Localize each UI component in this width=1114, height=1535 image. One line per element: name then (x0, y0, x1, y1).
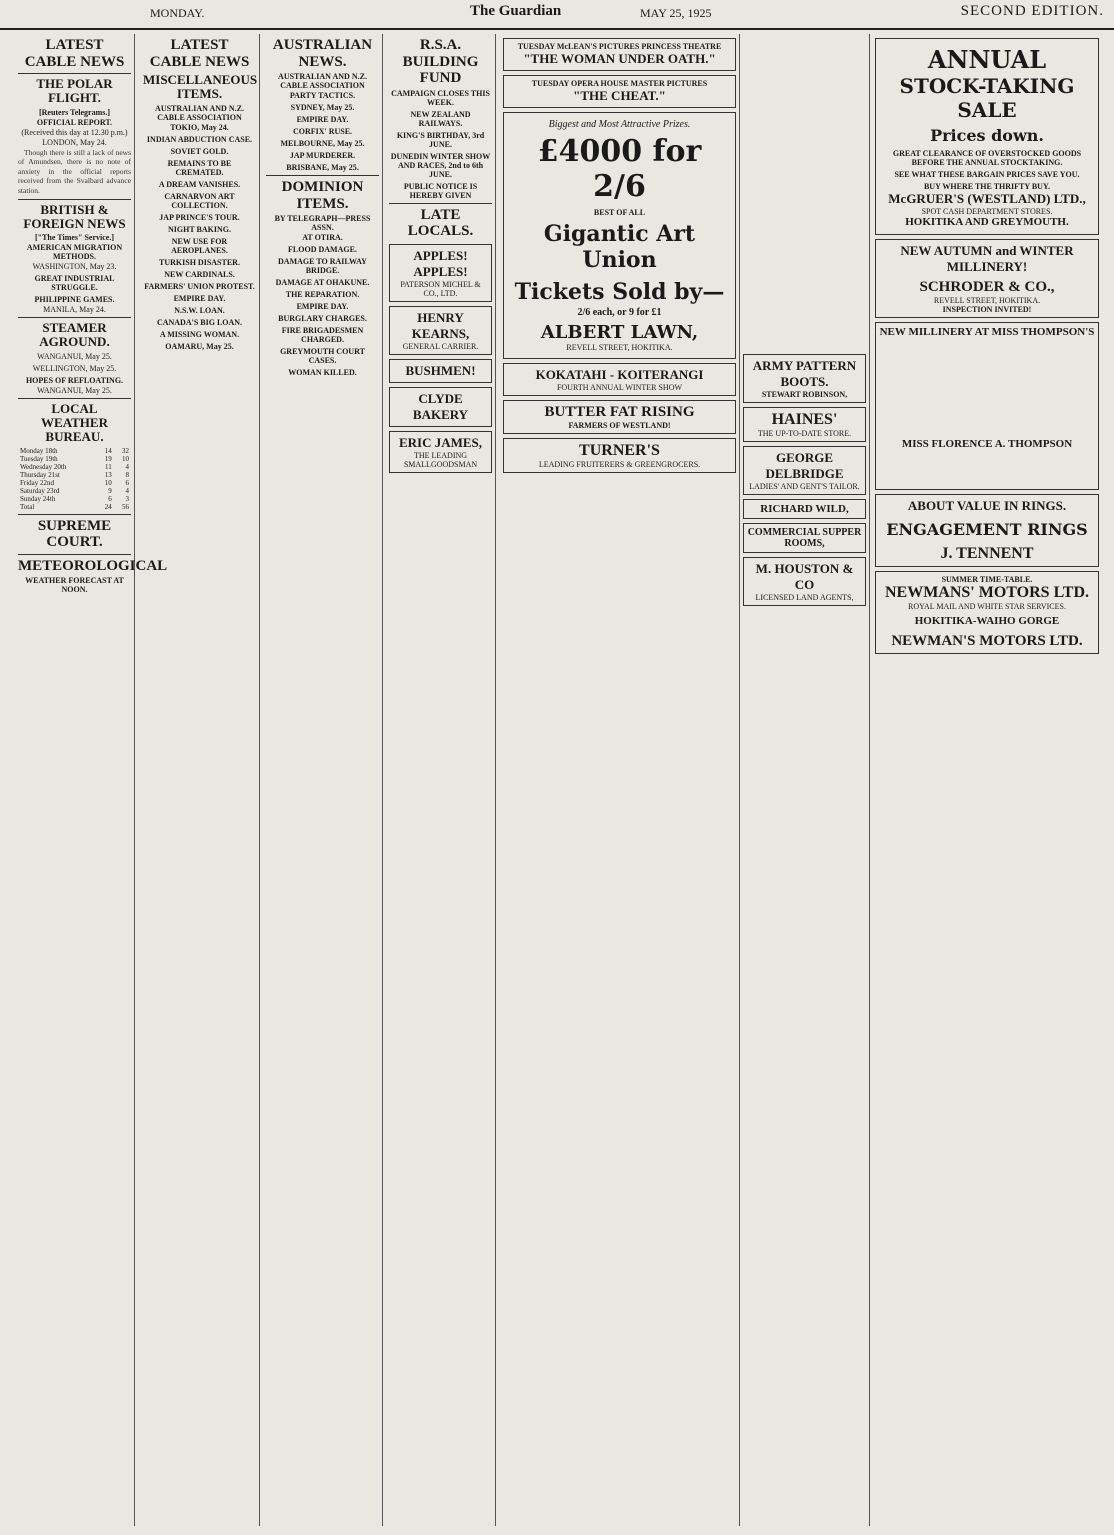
timetable-footer: NEWMAN'S MOTORS LTD. (891, 633, 1083, 649)
ad-title: ARMY PATTERN BOOTS. (752, 358, 857, 389)
column-5 (500, 34, 740, 1526)
item-title: CORFIX' RUSE. (292, 127, 353, 136)
column-2 (140, 34, 260, 1526)
divider (18, 398, 131, 399)
store-towns: HOKITIKA AND GREYMOUTH. (905, 216, 1069, 228)
table-cell: 11 (105, 462, 112, 471)
ad-title: ERIC JAMES, (398, 434, 483, 450)
table-cell: 4 (125, 462, 129, 471)
sale-annual: ANNUAL (927, 45, 1047, 74)
item-title: FLOOD DAMAGE. (288, 245, 357, 254)
item-line: WANGANUI, May 25. (37, 351, 112, 361)
table-cell: 32 (122, 446, 129, 455)
ad-title: GEORGE DELBRIDGE (765, 450, 844, 481)
sale-ad (875, 38, 1099, 235)
credit-line: ["The Times" Service.] (34, 233, 115, 243)
item-title: THE REPARATION. (285, 290, 360, 299)
item-title: BURGLARY CHARGES. (278, 314, 367, 323)
item-title: WOMAN KILLED. (288, 368, 357, 377)
item-title: AT OTIRA. (302, 233, 343, 242)
ad-company: SCHRODER & CO., (919, 279, 1055, 295)
item-title: EMPIRE DAY. (296, 115, 349, 124)
table-cell: 14 (104, 446, 112, 455)
ad-inspect: INSPECTION INVITED! (942, 305, 1032, 314)
butter-ad (503, 400, 736, 434)
rings-image-text: ENGAGEMENT RINGS (886, 520, 1088, 539)
item-title: NEW CARDINALS. (164, 269, 235, 279)
ad-title: BUTTER FAT RISING (544, 404, 695, 420)
item-line: WASHINGTON, May 23. (32, 262, 117, 272)
item-line: WELLINGTON, May 25. (32, 363, 117, 373)
table-cell: Tuesday 19th (20, 454, 58, 463)
column-7 (872, 34, 1102, 1526)
cinema-ad (503, 75, 736, 108)
item-title: PUBLIC NOTICE IS HEREBY GIVEN (403, 181, 478, 200)
column-4 (386, 34, 496, 1526)
table-row (18, 455, 131, 463)
seller-address: REVELL STREET, HOKITIKA. (566, 343, 673, 352)
ad-subtitle: LEADING FRUITERERS & GREENGROCERS. (538, 460, 701, 469)
table-cell: 6 (125, 478, 129, 487)
ad-company: J. TENNENT (940, 545, 1034, 562)
sale-see: SEE WHAT THESE BARGAIN PRICES SAVE YOU. (894, 170, 1080, 179)
turner-ad (503, 438, 736, 473)
masthead-paper-title: The Guardian (470, 3, 562, 19)
ad-subtitle: THE LEADING SMALLGOODSMAN (403, 450, 478, 469)
sale-buy: BUY WHERE THE THRIFTY BUY. (923, 182, 1051, 191)
section-heading: LATE LOCALS. (407, 206, 474, 239)
table-cell: 19 (104, 454, 112, 463)
credit-line: AUSTRALIAN AND N.Z. CABLE ASSOCIATION (155, 103, 244, 122)
item-line: LONDON, May 24. (42, 137, 107, 147)
ad-title: NEW MILLINERY AT MISS THOMPSON'S (879, 326, 1095, 338)
advertisement (389, 359, 492, 383)
item-title: OFFICIAL REPORT. (36, 117, 113, 127)
item-title: KING'S BIRTHDAY, 3rd JUNE. (396, 130, 485, 149)
millinery-ad (875, 239, 1099, 318)
masthead-date: MAY 25, 1925 (640, 6, 712, 20)
table-cell: Sunday 24th (20, 494, 56, 503)
table-cell: 3 (125, 494, 129, 503)
ad-title: NEW AUTUMN and WINTER MILLINERY! (900, 243, 1074, 274)
column-6 (740, 34, 870, 1526)
advertisement (389, 306, 492, 355)
table-cell: 56 (122, 502, 129, 511)
table-cell: Thursday 21st (20, 470, 60, 479)
film-title: "THE WOMAN UNDER OATH." (523, 51, 716, 66)
divider (18, 554, 131, 555)
ad-subtitle: LICENSED LAND AGENTS, (755, 593, 854, 602)
table-cell: Wednesday 20th (20, 462, 67, 471)
item-title: JAP MURDERER. (289, 151, 356, 160)
timetable-route: HOKITIKA-WAIHO GORGE (914, 615, 1060, 627)
advertisement (389, 387, 492, 427)
ad-title: M. HOUSTON & CO (755, 561, 854, 592)
table-row (18, 447, 131, 455)
divider (18, 199, 131, 200)
item-line: (Received this day at 12.30 p.m.) (21, 127, 128, 137)
item-title: FIRE BRIGADESMEN CHARGED. (281, 326, 364, 344)
divider (18, 73, 131, 74)
ad-subtitle: THE UP-TO-DATE STORE. (757, 429, 852, 438)
news-item-list (266, 233, 379, 377)
section-heading: BRITISH & FOREIGN NEWS (23, 201, 126, 231)
subheading: MISCELLANEOUS ITEMS. (143, 72, 258, 102)
table-row (18, 487, 131, 495)
item-title: DAMAGE TO RAILWAY BRIDGE. (278, 257, 367, 275)
ad-header: TUESDAY OPERA HOUSE MASTER PICTURES (531, 79, 708, 88)
credit-line: AUSTRALIAN AND N.Z. CABLE ASSOCIATION (278, 72, 367, 90)
art-union-ad (503, 112, 736, 359)
masthead (0, 0, 1114, 30)
table-row (18, 479, 131, 487)
advertisement (389, 244, 492, 302)
item-line: WANGANUI, May 25. (37, 385, 112, 395)
table-cell: 9 (108, 486, 112, 495)
table-cell: 8 (125, 470, 129, 479)
timetable-ad (875, 571, 1099, 654)
ad-title: COMMERCIAL SUPPER ROOMS, (747, 527, 862, 549)
section-heading: LATEST CABLE NEWS (149, 37, 250, 70)
seller-name: ALBERT LAWN, (540, 322, 699, 343)
subheading: WEATHER FORECAST AT NOON. (25, 576, 124, 595)
table-cell: 10 (122, 454, 129, 463)
item-title: EMPIRE DAY. (173, 293, 226, 303)
masthead-edition: SECOND EDITION. (960, 3, 1104, 19)
item-title: SYDNEY, May 25. (290, 103, 355, 112)
ticket-price: 2/6 each, or 9 for £1 (577, 307, 662, 318)
boots-ad (743, 354, 866, 403)
timetable-title: SUMMER TIME-TABLE. (941, 575, 1033, 584)
supper-rooms-ad (743, 523, 866, 553)
column-1 (15, 34, 168, 1526)
table-cell: Monday 18th (20, 446, 58, 455)
table-row (18, 463, 131, 471)
tailor-ad (743, 446, 866, 495)
sale-title: STOCK-TAKING SALE (899, 74, 1075, 122)
divider (389, 203, 492, 204)
section-heading: LATEST CABLE NEWS (24, 37, 125, 70)
table-cell: 6 (108, 494, 112, 503)
divider (18, 317, 131, 318)
item-title: NEW ZEALAND RAILWAYS. (410, 109, 471, 128)
section-heading: METEOROLOGICAL (18, 557, 168, 574)
ad-best: BEST OF ALL (593, 208, 646, 217)
ad-subtitle: FARMERS OF WESTLAND! (568, 421, 671, 430)
art-union-title: Gigantic Art Union (543, 221, 696, 273)
news-item-list (266, 91, 379, 172)
ad-subtitle: STEWART ROBINSON, (761, 390, 848, 399)
item-title: A DREAM VANISHES. (158, 179, 241, 189)
advertisement (389, 431, 492, 473)
land-agent-ad (743, 557, 866, 606)
store-name: McGRUER'S (WESTLAND) LTD., (888, 191, 1086, 206)
tickets-heading: Tickets Sold by— (514, 279, 725, 305)
item-title: A MISSING WOMAN. (159, 329, 240, 339)
item-title: MELBOURNE, May 25. (280, 139, 365, 148)
table-cell: 13 (104, 470, 112, 479)
column-3 (263, 34, 383, 1526)
ad-header: Biggest and Most Attractive Prizes. (548, 119, 691, 130)
film-title: "THE CHEAT." (573, 88, 666, 103)
section-heading: STEAMER AGROUND. (39, 320, 110, 350)
credit-line: [Reuters Telegrams.] (38, 107, 111, 117)
timetable-company: NEWMANS' MOTORS LTD. (884, 584, 1090, 601)
item-title: INDIAN ABDUCTION CASE. (146, 134, 253, 144)
table-cell: Saturday 23rd (20, 486, 60, 495)
ad-title: TURNER'S (579, 442, 660, 459)
item-title: TOKIO, May 24. (170, 122, 229, 132)
item-title: HOPES OF REFLOATING. (25, 375, 124, 385)
haines-ad (743, 407, 866, 442)
ad-title: BUSHMEN! (405, 362, 476, 378)
item-title: GREYMOUTH COURT CASES. (280, 347, 365, 365)
rings-ad (875, 494, 1099, 567)
sale-prices: Prices down. (930, 126, 1044, 145)
article-text: Though there is still a lack of news of Amundsen, there is no note of anxiety in the official reports received from the Svalbard advance station. (18, 147, 131, 195)
table-row (18, 503, 131, 511)
ad-subtitle: GENERAL CARRIER. (402, 341, 479, 351)
subheading: THE POLAR FLIGHT. (36, 76, 113, 106)
item-title: GREAT INDUSTRIAL STRUGGLE. (34, 274, 115, 293)
table-cell: 4 (125, 486, 129, 495)
ad-address: REVELL STREET, HOKITIKA. (933, 296, 1041, 305)
ad-name: MISS FLORENCE A. THOMPSON (901, 438, 1073, 450)
table-cell: 24 (104, 502, 112, 511)
section-heading: DOMINION ITEMS. (281, 179, 364, 212)
item-title: AMERICAN MIGRATION METHODS. (26, 243, 123, 262)
ad-title: KOKATAHI - KOITERANGI (535, 367, 704, 382)
subheading: CAMPAIGN CLOSES THIS WEEK. (391, 88, 490, 107)
divider (18, 514, 131, 515)
ad-title: HAINES' (771, 411, 838, 428)
prize-amount: £4000 for 2/6 (537, 134, 702, 204)
ad-company: PATERSON MICHEL & CO., LTD. (400, 279, 481, 298)
thompson-ad (875, 322, 1099, 490)
ad-subtitle: FOURTH ANNUAL WINTER SHOW (556, 383, 683, 392)
sale-clear: GREAT CLEARANCE OF OVERSTOCKED GOODS BEFORE THE ANNUAL STOCKTAKING. (892, 149, 1082, 167)
table-cell: 10 (104, 478, 112, 487)
item-title: PARTY TACTICS. (289, 91, 356, 100)
table-row (18, 495, 131, 503)
item-title: NEW USE FOR AEROPLANES. (171, 236, 228, 255)
item-title: N.S.W. LOAN. (174, 305, 225, 315)
item-title: NIGHT BAKING. (168, 224, 231, 234)
masthead-day: MONDAY. (150, 6, 205, 20)
section-heading: LOCAL WEATHER BUREAU. (41, 400, 108, 445)
rainfall-table (18, 447, 131, 511)
item-title: DAMAGE AT OHAKUNE. (275, 278, 370, 287)
ad-title: ABOUT VALUE IN RINGS. (907, 498, 1067, 513)
item-line: MANILA, May 24. (43, 305, 106, 315)
item-title: CANADA'S BIG LOAN. (156, 317, 243, 327)
item-title: FARMERS' UNION PROTEST. (144, 281, 255, 291)
cinema-ad (503, 38, 736, 71)
item-title: TURKISH DISASTER. (159, 257, 240, 267)
item-title: OAMARU, May 25. (165, 341, 234, 351)
divider (266, 175, 379, 176)
section-heading: R.S.A. BUILDING FUND (402, 37, 479, 86)
item-title: REMAINS TO BE CREMATED. (167, 158, 232, 177)
ad-subtitle: LADIES' AND GENT'S TAILOR. (749, 482, 860, 491)
ad-header: TUESDAY McLEAN'S PICTURES PRINCESS THEATRE (517, 42, 722, 51)
ad-title: CLYDE BAKERY (412, 390, 469, 422)
store-sub: SPOT CASH DEPARTMENT STORES. (921, 207, 1053, 216)
item-title: SOVIET GOLD. (170, 146, 229, 156)
item-title: DUNEDIN WINTER SHOW AND RACES, 2nd to 6th JUNE. (390, 151, 491, 179)
table-row (18, 471, 131, 479)
insurance-ad (743, 499, 866, 519)
notice-list (389, 110, 492, 200)
credit-line: BY TELEGRAPH—PRESS ASSN. (274, 214, 371, 232)
section-heading: AUSTRALIAN NEWS. (272, 37, 373, 70)
ad-title: HENRY KEARNS, (411, 309, 470, 341)
table-cell: Friday 22nd (20, 478, 55, 487)
show-ad (503, 363, 736, 396)
item-title: JAP PRINCE'S TOUR. (159, 212, 240, 222)
section-heading: SUPREME COURT. (37, 517, 112, 551)
item-title: BRISBANE, May 25. (286, 163, 359, 172)
timetable-sub: ROYAL MAIL AND WHITE STAR SERVICES. (908, 602, 1066, 611)
ad-title: RICHARD WILD, (760, 503, 849, 515)
news-item-list (143, 123, 256, 351)
ad-title: APPLES! APPLES! (413, 247, 468, 279)
item-title: PHILIPPINE GAMES. (34, 295, 115, 305)
table-cell: Total (20, 502, 35, 511)
item-title: CARNARVON ART COLLECTION. (164, 191, 235, 210)
item-title: EMPIRE DAY. (296, 302, 349, 311)
